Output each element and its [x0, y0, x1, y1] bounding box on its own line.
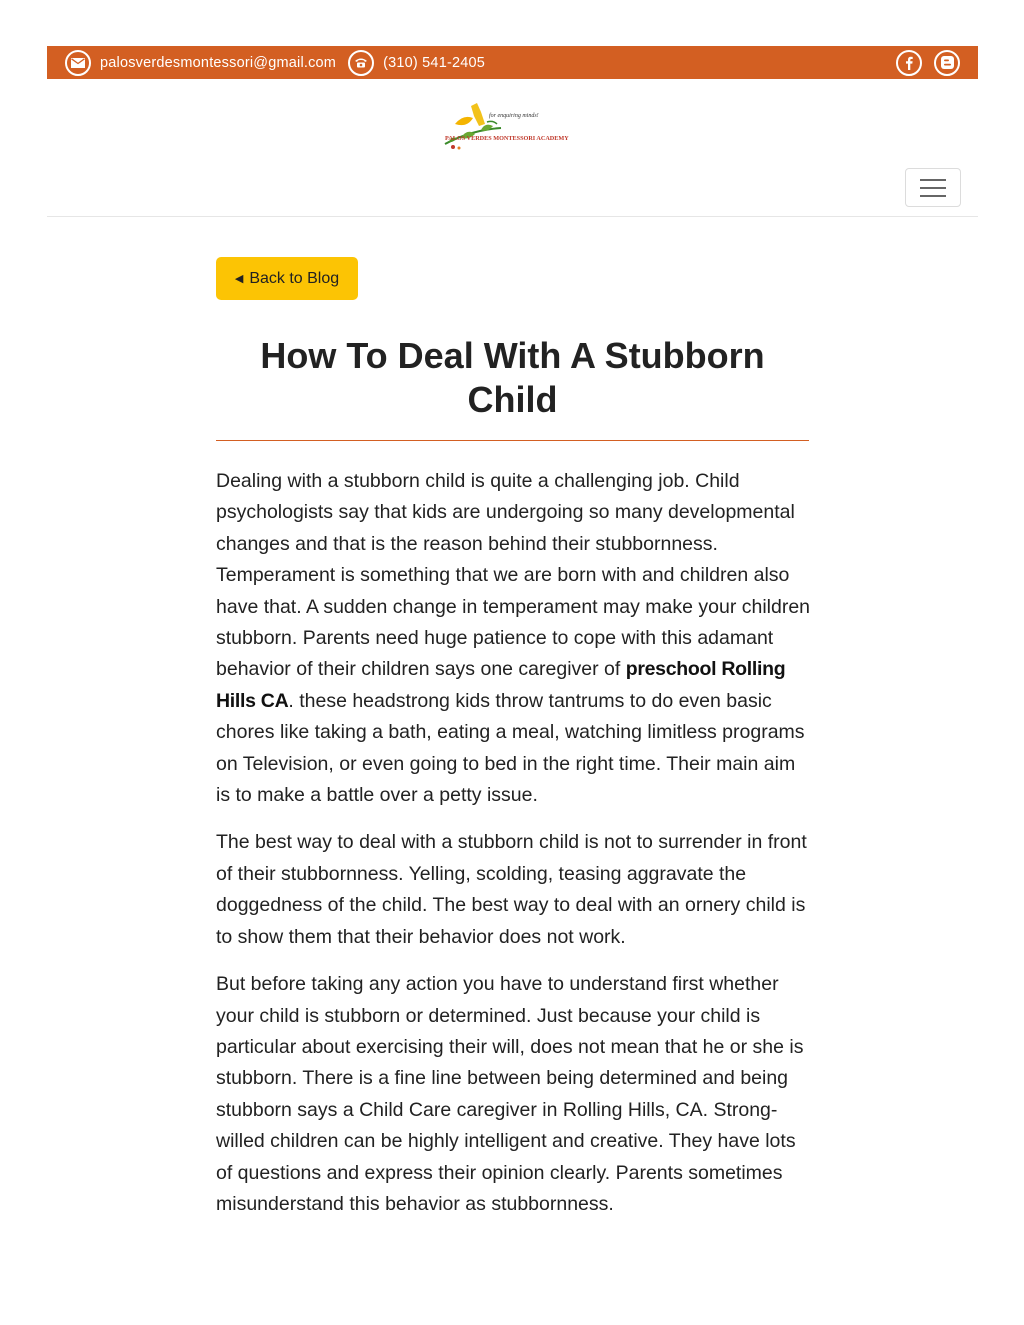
paragraph: But before taking any action you have to understand first whether your child is stubborn or determined. Just because your child is particular about exercising their will, does not mean that he or she is stubborn. There is a fine line between being determined and being stubborn says a Child Care caregiver in Rolling Hills, CA. Strong-willed children can be highly intelligent and creative. They have lots of questions and express their opinion clearly. Parents sometimes misunderstand this behavior as stubbornness.: [216, 973, 804, 1215]
logo-graphic: [441, 100, 575, 152]
menu-bar-icon: [920, 187, 946, 189]
email-contact[interactable]: [65, 50, 336, 76]
email-link[interactable]: palosverdesmontessori@gmail.com: [100, 54, 337, 71]
back-to-blog-button[interactable]: [216, 257, 358, 300]
paragraph-text: . these headstrong kids throw tantrums to do even basic chores like taking a bath, eating a meal, watching limitless programs on Television, or even going to bed in the right time. Their main aim is to make a battle over a petty issue.: [216, 689, 805, 807]
menu-bar-icon: [920, 195, 946, 197]
paragraph: The best way to deal with a stubborn child is not to surrender in front of their stubbornness. Yelling, scolding, teasing aggravate the doggedness of the child. The best way to deal with an ornery child is to show them that their behavior does not work.: [216, 831, 807, 948]
caret-left-icon: ◀: [234, 273, 244, 285]
envelope-icon: [65, 50, 91, 76]
back-button-label: Back to Blog: [249, 269, 340, 287]
title-divider: [216, 440, 809, 441]
phone-contact[interactable]: [348, 50, 485, 76]
post-body: [216, 466, 812, 1236]
menu-bar-icon: [920, 179, 946, 181]
contact-bar: [47, 46, 978, 79]
blogger-icon[interactable]: [934, 50, 960, 76]
svg-text:for enquiring minds!: for enquiring minds!: [489, 113, 539, 119]
paragraph: [216, 466, 812, 811]
header-divider: [47, 216, 978, 217]
social-links: [896, 50, 960, 76]
telephone-icon: [348, 50, 374, 76]
preschool-rolling-hills-link[interactable]: preschool Rolling Hills CA: [216, 658, 786, 712]
academy-logo[interactable]: [441, 100, 575, 152]
hamburger-menu-button[interactable]: [905, 168, 961, 207]
phone-link[interactable]: (310) 541-2405: [383, 54, 486, 71]
facebook-icon[interactable]: [896, 50, 922, 76]
post-title: How To Deal With A Stubborn Child: [260, 335, 765, 420]
paragraph-text: Dealing with a stubborn child is quite a challenging job. Child psychologists say that kids are undergoing so many developmental changes and that is the reason behind their stubbornness. Temperament is something that we are born with and children also have that. A sudden change in temperament may make your children stubborn. Parents need huge patience to cope with this adamant behavior of their children says one caregiver of: [216, 470, 811, 681]
svg-text:PALOS VERDES MONTESSORI ACADEM: PALOS VERDES MONTESSORI ACADEMY: [445, 135, 569, 142]
